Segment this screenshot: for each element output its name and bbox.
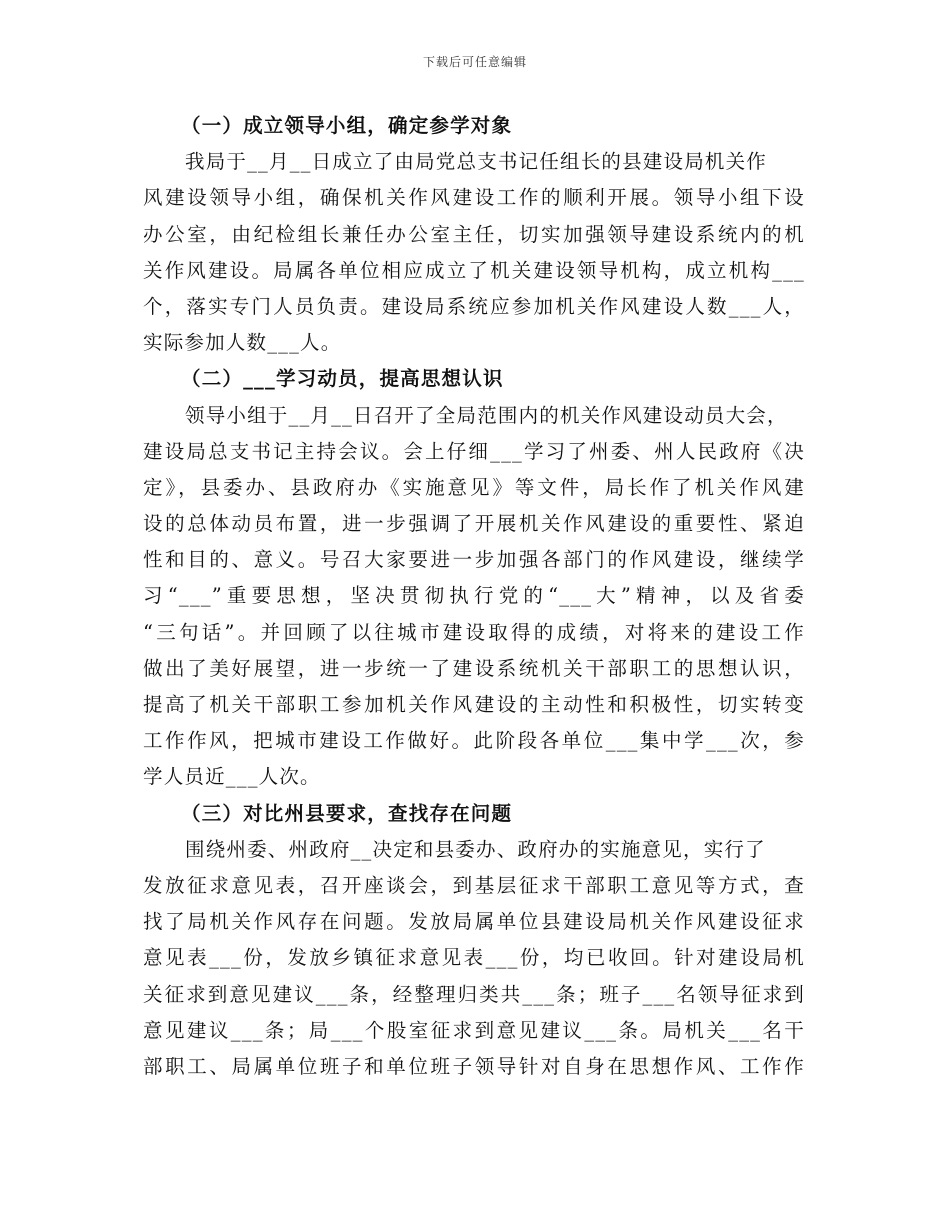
paragraph-line: 工作作风，把城市建设工作做好。此阶段各单位___集中学___次，参 [143, 729, 805, 753]
page-header: 下载后可任意编辑 [422, 55, 527, 69]
paragraph-line: 做出了美好展望，进一步统一了建设系统机关干部职工的思想认识， [143, 656, 805, 680]
document-body [143, 108, 805, 1085]
paragraph-line: 部职工、局属单位班子和单位班子领导针对自身在思想作风、工作作 [143, 1054, 805, 1078]
section-heading: （一）成立领导小组，确定参学对象 [181, 114, 513, 137]
paragraph-line: 关作风建设。局属各单位相应成立了机关建设领导机构，成立机构___ [143, 258, 805, 282]
paragraph-line: 风建设领导小组，确保机关作风建设工作的顺利开展。领导小组下设 [143, 186, 805, 210]
paragraph-line: 定》，县委办、县政府办《实施意见》等文件，局长作了机关作风建 [143, 475, 805, 499]
paragraph-line: 领导小组于__月__日召开了全局范围内的机关作风建设动员大会， [185, 403, 788, 427]
section-heading: （二）___学习动员，提高思想认识 [181, 367, 504, 391]
paragraph-line: 办公室，由纪检组长兼任办公室主任，切实加强领导建设系统内的机 [143, 222, 805, 246]
paragraph-line: 建设局总支书记主持会议。会上仔细___学习了州委、州人民政府《决 [143, 439, 805, 463]
paragraph-line: 实际参加人数___人。 [143, 331, 342, 355]
paragraph-line: 习“___”重要思想，坚决贯彻执行党的“___大”精神，以及省委 [143, 584, 805, 608]
paragraph-line: 发放征求意见表，召开座谈会，到基层征求干部职工意见等方式，查 [143, 873, 805, 897]
paragraph-line: 围绕州委、州政府__决定和县委办、政府办的实施意见，实行了 [185, 837, 766, 861]
paragraph-line: 找了局机关作风存在问题。发放局属单位县建设局机关作风建设征求 [143, 910, 805, 934]
paragraph-line: “三句话”。并回顾了以往城市建设取得的成绩，对将来的建设工作 [143, 620, 805, 644]
paragraph-line: 意见表___份，发放乡镇征求意见表___份，均已收回。针对建设局机 [143, 946, 805, 970]
paragraph-line: 提高了机关干部职工参加机关作风建设的主动性和积极性，切实转变 [143, 693, 805, 716]
paragraph-line: 关征求到意见建议___条，经整理归类共___条；班子___名领导征求到 [143, 982, 805, 1006]
paragraph-line: 个，落实专门人员负责。建设局系统应参加机关作风建设人数___人， [143, 294, 805, 318]
paragraph-line: 设的总体动员布置，进一步强调了开展机关作风建设的重要性、紧迫 [143, 512, 805, 536]
paragraph-line: 性和目的、意义。号召大家要进一步加强各部门的作风建设，继续学 [143, 548, 805, 572]
paragraph-line: 我局于__月__日成立了由局党总支书记任组长的县建设局机关作 [185, 150, 768, 174]
paragraph-line: 学人员近___人次。 [143, 765, 321, 789]
paragraph-line: 意见建议___条；局___个股室征求到意见建议___条。局机关___名干 [143, 1018, 805, 1042]
section-heading: （三）对比州县要求，查找存在问题 [181, 801, 513, 825]
